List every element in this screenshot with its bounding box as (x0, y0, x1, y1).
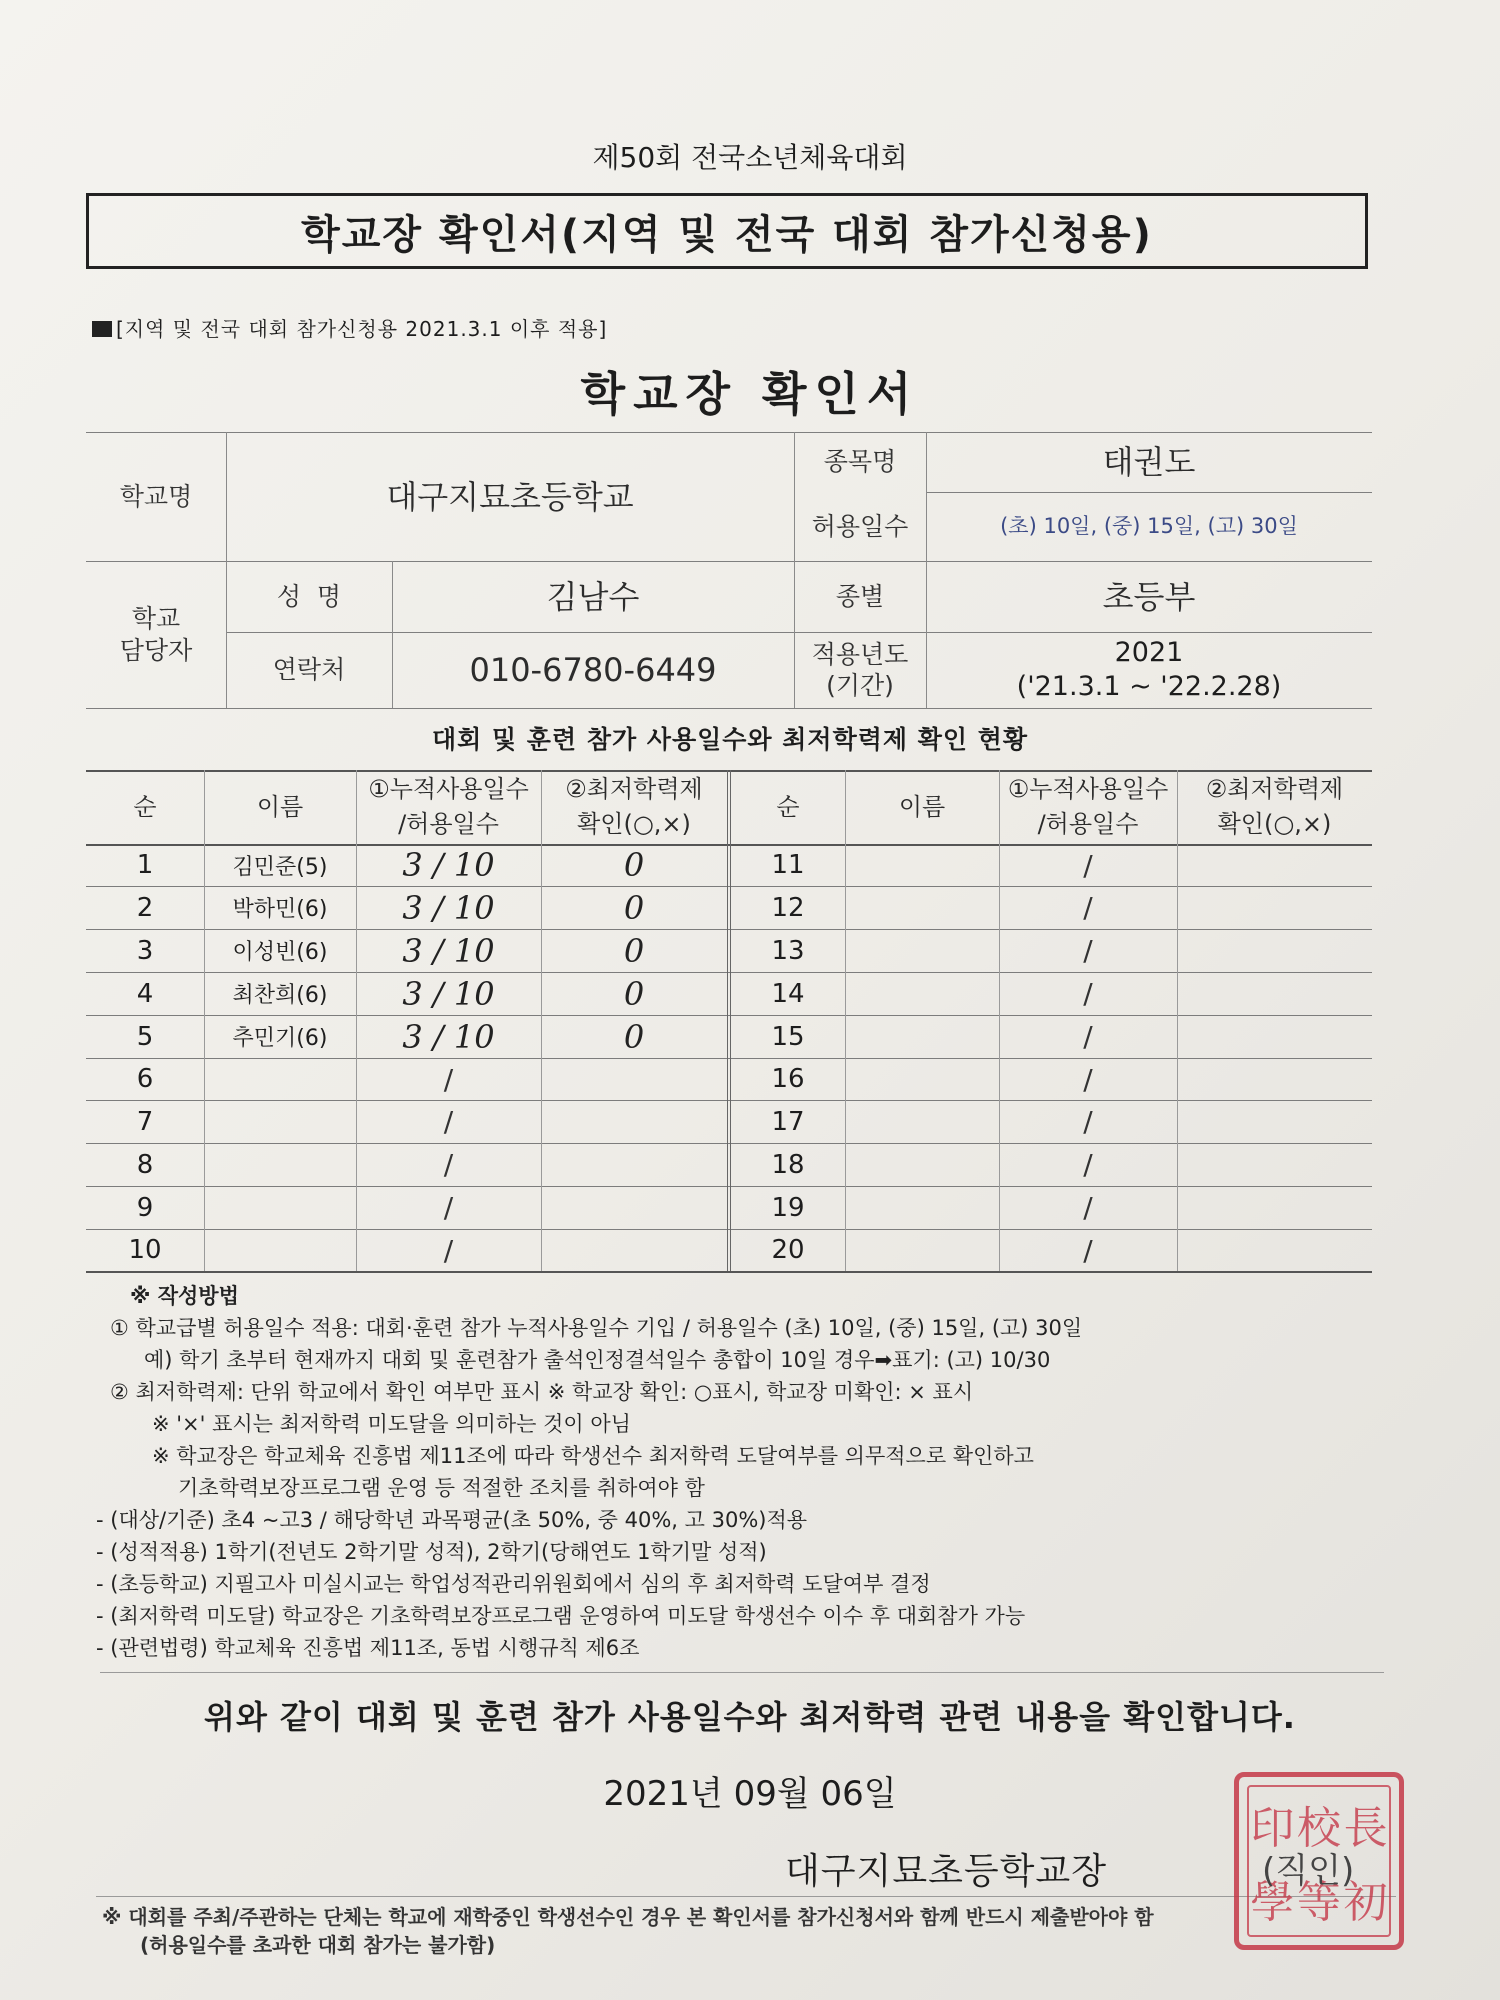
row-number: 16 (771, 1064, 805, 1094)
header-check-right: ②최저학력제 확인(○,×) (1205, 775, 1344, 838)
division-value: 초등부 (1102, 577, 1196, 616)
student-name (204, 1143, 356, 1186)
footer-line: (허용일수를 초과한 대회 참가는 불가함) (140, 1933, 496, 1957)
school-name-label: 학교명 (119, 481, 193, 511)
row-number: 17 (771, 1106, 805, 1137)
contact-label: 연락처 (272, 655, 346, 685)
apply-note-text: [지역 및 전국 대회 참가신청용 2021.3.1 이후 적용] (116, 317, 608, 341)
instruction-line: ① 학교급별 허용일수 적용: 대회·훈련 참가 누적사용일수 기입 / 허용일수 (초) 10일, (중) 15일, (고) 30일 (110, 1316, 1083, 1340)
row-number: 3 (136, 935, 154, 966)
section-title: 대회 및 훈련 참가 사용일수와 최저학력제 확인 현황 (431, 725, 1029, 754)
row-number: 9 (136, 1192, 154, 1223)
row-number: 6 (136, 1064, 154, 1094)
used-days-cell: / (1083, 1062, 1093, 1096)
instructions-heading: ※ 작성방법 (130, 1284, 239, 1308)
row-number: 20 (771, 1235, 805, 1265)
used-days-cell: / (1083, 1020, 1093, 1053)
academic-check-cell (1177, 844, 1372, 886)
academic-check-cell: 0 (623, 1017, 645, 1056)
row-number: 19 (771, 1192, 805, 1223)
used-days-cell: / (1083, 848, 1093, 882)
academic-check-cell (1177, 1229, 1372, 1271)
row-number: 13 (771, 935, 805, 966)
divider (100, 1672, 1384, 1673)
applicable-year-value: 2021 ('21.3.1 ~ '22.2.28) (1016, 637, 1282, 702)
academic-check-cell (541, 1058, 727, 1100)
issue-date: 2021년 09월 06일 (603, 1774, 897, 1814)
student-name (845, 1058, 999, 1100)
instruction-line: ※ '×' 표시는 최저학력 미도달을 의미하는 것이 아님 (152, 1412, 631, 1436)
student-name (845, 929, 999, 972)
used-days-cell: / (1083, 977, 1093, 1010)
used-days-cell: / (443, 1233, 454, 1267)
used-days-cell: 3 / 10 (402, 974, 495, 1013)
row-number: 14 (771, 978, 805, 1009)
instruction-line: - (관련법령) 학교체육 진흥법 제11조, 동법 시행규칙 제6조 (96, 1636, 640, 1660)
academic-check-cell (1177, 1186, 1372, 1229)
boxed-document-title: 학교장 확인서(지역 및 전국 대회 참가신청용) (86, 193, 1368, 269)
header-name-right: 이름 (898, 792, 946, 821)
academic-check-cell (541, 1143, 727, 1186)
academic-check-cell: 0 (623, 846, 645, 884)
student-name (845, 1100, 999, 1143)
instruction-line: 예) 학기 초부터 현재까지 대회 및 훈련참가 출석인정결석일수 총합이 10일 경우➡표기: (고) 10/30 (144, 1348, 1051, 1372)
used-days-cell: 3 / 10 (402, 846, 495, 884)
academic-check-cell: 0 (623, 931, 645, 970)
row-number: 12 (771, 892, 805, 923)
info-table (86, 432, 1372, 710)
student-name: 최찬희(6) (232, 983, 328, 1008)
student-name (204, 1058, 356, 1100)
student-name (845, 886, 999, 929)
instruction-line: ② 최저학력제: 단위 학교에서 확인 여부만 표시 ※ 학교장 확인: ○표시, 학교장 미확인: × 표시 (110, 1380, 974, 1404)
academic-check-cell: 0 (623, 888, 645, 927)
roster-table (86, 770, 1372, 1272)
instruction-line: ※ 학교장은 학교체육 진흥법 제11조에 따라 학생선수 최저학력 도달여부를 의무적으로 확인하고 (152, 1444, 1034, 1468)
header-no-left: 순 (133, 792, 157, 821)
row-number: 15 (771, 1021, 805, 1052)
apply-note (92, 313, 607, 342)
student-name (204, 1186, 356, 1229)
row-number: 18 (771, 1149, 805, 1180)
main-title: 학교장 확인서 (580, 367, 920, 421)
student-name (845, 1143, 999, 1186)
instruction-line: - (대상/기준) 초4 ~고3 / 해당학년 과목평균(초 50%, 중 40%, 고 30%)적용 (96, 1508, 808, 1532)
used-days-cell: / (1083, 1148, 1093, 1181)
student-name: 김민준(5) (232, 854, 328, 880)
row-number: 2 (136, 892, 154, 923)
instruction-line: - (초등학교) 지필고사 미실시교는 학업성적관리위원회에서 심의 후 최저학력 도달여부 결정 (96, 1572, 931, 1596)
principal-signature: 대구지묘초등학교장 (785, 1851, 1107, 1892)
allowed-days-value: (초) 10일, (중) 15일, (고) 30일 (1000, 514, 1298, 539)
row-number: 11 (771, 850, 805, 880)
student-name (845, 1186, 999, 1229)
header-check-left: ②최저학력제 확인(○,×) (565, 775, 703, 838)
allowed-days-label: 허용일수 (811, 511, 909, 541)
academic-check-cell (1177, 1143, 1372, 1186)
academic-check-cell (1177, 1058, 1372, 1100)
header-days-left: ①누적사용일수 /허용일수 (368, 775, 529, 838)
header-days-right: ①누적사용일수 /허용일수 (1007, 775, 1169, 838)
contact-value: 010-6780-6449 (469, 651, 717, 689)
student-name: 이성빈(6) (232, 940, 328, 965)
used-days-cell: 3 / 10 (402, 888, 495, 927)
school-name-value: 대구지묘초등학교 (386, 477, 634, 516)
manager-name-label: 성 명 (276, 581, 342, 611)
header-name-left: 이름 (256, 792, 304, 821)
academic-check-cell (1177, 972, 1372, 1015)
applicable-year-label: 적용년도 (기간) (811, 639, 909, 700)
row-number: 4 (136, 978, 154, 1009)
sport-label: 종목명 (823, 447, 897, 477)
student-name (845, 972, 999, 1015)
used-days-cell: / (1083, 891, 1093, 924)
used-days-cell: / (1083, 1191, 1093, 1224)
manager-name-value: 김남수 (546, 577, 640, 616)
row-number: 7 (136, 1106, 154, 1137)
header-no-right: 순 (776, 792, 800, 821)
used-days-cell: 3 / 10 (402, 931, 495, 970)
row-number: 5 (136, 1021, 154, 1052)
instruction-line: - (최저학력 미도달) 학교장은 기초학력보장프로그램 운영하여 미도달 학생선수 이수 후 대회참가 가능 (96, 1604, 1026, 1628)
student-name: 박하민(6) (232, 897, 328, 922)
academic-check-cell (1177, 929, 1372, 972)
division-label: 종별 (835, 581, 885, 611)
row-number: 1 (136, 850, 154, 880)
divider (96, 1896, 1396, 1897)
used-days-cell: / (443, 1105, 454, 1138)
academic-check-cell (541, 1229, 727, 1271)
used-days-cell: / (443, 1191, 454, 1224)
square-bullet-icon (92, 321, 112, 337)
student-name: 추민기(6) (232, 1026, 328, 1051)
academic-check-cell (541, 1186, 727, 1229)
academic-check-cell (541, 1100, 727, 1143)
footer-line: ※ 대회를 주최/주관하는 단체는 학교에 재학중인 학생선수인 경우 본 확인서를 참가신청서와 함께 반드시 제출받아야 함 (102, 1905, 1154, 1929)
instruction-line: - (성적적용) 1학기(전년도 2학기말 성적), 2학기(당해연도 1학기말 성적) (96, 1540, 767, 1564)
seal-label: (직인) (1262, 1851, 1355, 1891)
used-days-cell: 3 / 10 (402, 1017, 495, 1056)
event-title: 제50회 전국소년체육대회 (592, 141, 908, 174)
school-manager-label: 학교 담당자 (119, 604, 193, 665)
sport-value: 태권도 (1102, 443, 1196, 481)
student-name (204, 1100, 356, 1143)
academic-check-cell: 0 (623, 974, 645, 1013)
used-days-cell: / (1083, 1105, 1093, 1138)
official-seal-stamp: 印 校 長 學 等 初 (1234, 1772, 1404, 1950)
row-number: 8 (136, 1149, 154, 1180)
used-days-cell: / (1083, 934, 1093, 967)
student-name (845, 1229, 999, 1271)
used-days-cell: / (443, 1062, 454, 1096)
academic-check-cell (1177, 1100, 1372, 1143)
confirmation-statement: 위와 같이 대회 및 훈련 참가 사용일수와 최저학력 관련 내용을 확인합니다. (204, 1698, 1296, 1736)
used-days-cell: / (1083, 1233, 1093, 1267)
academic-check-cell (1177, 1015, 1372, 1058)
footer-note (102, 1903, 1402, 1959)
student-name (204, 1229, 356, 1271)
instruction-line: 기초학력보장프로그램 운영 등 적절한 조치를 취하여야 함 (178, 1476, 705, 1500)
academic-check-cell (1177, 886, 1372, 929)
instructions (96, 1280, 1390, 1664)
used-days-cell: / (443, 1148, 454, 1181)
student-name (845, 1015, 999, 1058)
student-name (845, 844, 999, 886)
row-number: 10 (128, 1235, 162, 1265)
